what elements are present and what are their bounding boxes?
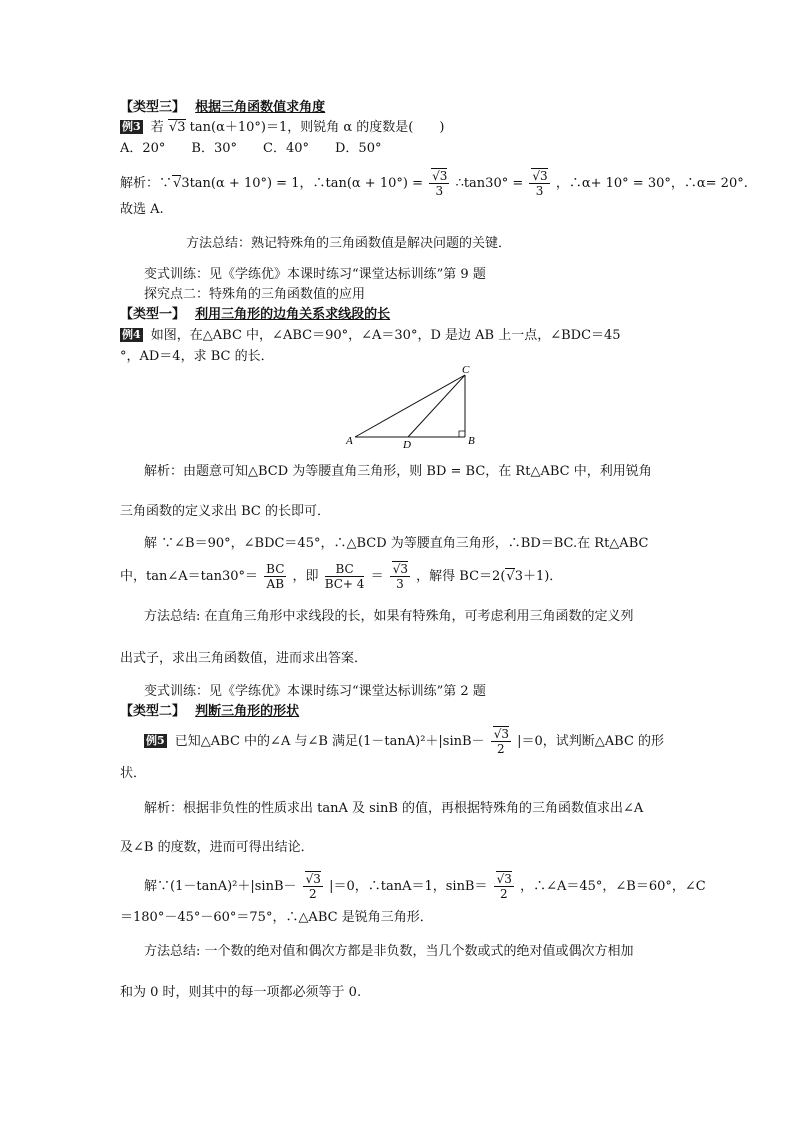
- ex3-summary: 方法总结：熟记特殊角的三角函数值是解决问题的关键．: [186, 236, 512, 251]
- triangle-figure: [340, 362, 485, 452]
- label-D: D: [403, 439, 411, 451]
- ex5-summary-2: 和为 0 时，则其中的每一项都必须等于 0.: [120, 985, 362, 1000]
- ex3-sol-a: 解析：∵: [120, 176, 173, 191]
- ex5-frac-n: √ 3: [493, 726, 509, 741]
- side-AC: [355, 375, 465, 437]
- ex4-frac3-d: 3: [396, 577, 404, 591]
- ex4-solution-2: [120, 560, 562, 594]
- ex3-frac2-n: √ 3: [531, 168, 547, 183]
- ex4-tag: 例4: [122, 328, 141, 341]
- type2-title: 判断三角形的形状: [195, 704, 300, 719]
- type1-tag: 【类型一】: [120, 307, 186, 322]
- ex3-tag: 例3: [122, 120, 141, 133]
- ex3-frac1-n: √ 3: [431, 168, 447, 183]
- label-A: A: [346, 435, 353, 447]
- ex4-sol2-e: 3＋1)．: [514, 569, 563, 584]
- ex5-question-2: 状．: [120, 766, 147, 781]
- segment-DC: [408, 375, 465, 437]
- type2-heading: [120, 703, 299, 721]
- ex3-q-prefix: 若: [150, 120, 164, 135]
- ex3-frac2: [529, 169, 549, 198]
- ex4-frac-bc-bc4: [325, 562, 365, 591]
- ex4-analysis-2: 三角函数的定义求出 BC 的长即可．: [120, 504, 331, 519]
- ex4-frac-ab: AB: [266, 577, 285, 591]
- ex4-summary-1: 方法总结: 在直角三角形中求线段的长，如果有特殊角，可考虑利用三角函数的定义列: [144, 609, 634, 624]
- ex4-solution-1: 解 ∵∠B＝90°，∠BDC＝45°，∴△BCD 为等腰直角三角形，∴BD＝BC.在 Rt△ABC: [144, 536, 649, 551]
- ex3-conclusion: 故选 A.: [120, 202, 164, 217]
- label-B: B: [468, 435, 475, 447]
- ex5-question-1: [144, 725, 664, 759]
- ex4-q1: 如图，在△ABC 中，∠ABC＝90°，∠A＝30°，D 是边 AB 上一点，∠BDC＝45: [150, 328, 621, 343]
- ex5-sol1-b: |＝0，∴tanA＝1，sinB＝: [329, 879, 488, 894]
- ex5-frac-d: 2: [497, 742, 505, 756]
- ex4-question-2: °，AD＝4，求 BC 的长．: [120, 349, 274, 364]
- ex3-sol-b: 3tan(α + 10°) = 1，∴tan(α + 10°) =: [181, 176, 423, 191]
- ex3-practice: 变式训练：见《学练优》本课时练习“课堂达标训练”第 9 题: [144, 267, 486, 282]
- type2-tag: 【类型二】: [120, 704, 186, 719]
- ex5-f1-n: √ 3: [305, 871, 321, 886]
- ex4-frac3-n: √ 3: [392, 561, 408, 576]
- ex3-sol-c: ∴tan30° =: [455, 176, 524, 191]
- ex4-question-1: [120, 327, 621, 345]
- ex3-frac2-d: 3: [535, 184, 544, 198]
- ex3-q-rest: tan(α＋10°)＝1，则锐角 α 的度数是( ): [189, 120, 445, 135]
- ex5-f2: [494, 872, 514, 901]
- ex5-analysis-2: 及∠B 的度数，进而可得出结论．: [120, 840, 314, 855]
- ex4-frac-bc2: BC: [325, 562, 365, 577]
- ex3-sqrt-2: [172, 175, 181, 191]
- ex3-options: A．20° B．30° C．40° D．50°: [120, 141, 382, 156]
- type1-heading: [120, 306, 390, 324]
- ex4-frac-bc-ab: [264, 562, 286, 591]
- ex4-analysis-1: 解析：由题意可知△BCD 为等腰直角三角形，则 BD = BC，在 Rt△ABC 中，利用锐角: [144, 464, 652, 479]
- type3-title: 根据三角函数值求角度: [195, 100, 326, 115]
- ex4-frac3: [390, 562, 410, 591]
- ex3-sol-d: ，∴α+ 10° = 30°，∴α= 20°.: [555, 176, 748, 191]
- ex5-sol1-a: 解∵(1－tanA)²＋|sinB－: [144, 879, 297, 894]
- ex5-f2-d: 2: [499, 887, 508, 901]
- right-angle-mark: [459, 431, 465, 437]
- ex3-sqrt: √ 3: [168, 119, 186, 135]
- ex4-sol2-b: ，即: [292, 569, 319, 584]
- ex4-sol2-c: ＝: [370, 569, 384, 584]
- ex5-sol1-c: ，∴∠A＝45°，∠B＝60°，∠C: [520, 879, 706, 894]
- ex4-sol2-d: ，解得 BC＝2(: [416, 569, 506, 584]
- ex5-summary-1: 方法总结: 一个数的绝对值和偶次方都是非负数，当几个数或式的绝对值或偶次方相加: [144, 944, 634, 959]
- ex3-solution: [120, 166, 748, 202]
- ex5-q-b: |＝0，试判断△ABC 的形: [517, 734, 665, 749]
- ex4-practice: 变式训练：见《学练优》本课时练习“课堂达标训练”第 2 题: [144, 684, 486, 699]
- type3-tag: 【类型三】: [120, 100, 186, 115]
- type3-heading: [120, 99, 325, 117]
- ex5-solution-1: [144, 870, 706, 904]
- ex3-question: [120, 119, 444, 137]
- ex5-frac: [491, 727, 511, 756]
- ex4-sol2-a: 中，tan∠A＝tan30°＝: [120, 569, 259, 584]
- ex4-sqrt-3: [505, 568, 514, 584]
- ex5-tag: 例5: [146, 734, 165, 747]
- ex5-f1-d: 2: [308, 887, 317, 901]
- ex5-f1: [303, 872, 323, 901]
- ex5-q-a: 已知△ABC 中的∠A 与∠B 满足(1－tanA)²＋|sinB－: [174, 734, 485, 749]
- type1-title: 利用三角形的边角关系求线段的长: [195, 307, 391, 322]
- ex4-summary-2: 出式子，求出三角函数值，进而求出答案．: [120, 651, 368, 666]
- ex5-f2-n: √ 3: [496, 871, 512, 886]
- ex3-frac1: [429, 169, 449, 198]
- ex4-frac-bc: BC: [266, 562, 285, 576]
- label-C: C: [462, 364, 470, 376]
- point2-heading: 探究点二：特殊角的三角函数值的应用: [144, 287, 366, 302]
- ex5-solution-2: ＝180°－45°－60°＝75°，∴△ABC 是锐角三角形．: [120, 910, 433, 925]
- ex4-frac-bc4: BC+ 4: [324, 577, 365, 591]
- ex3-frac1-d: 3: [435, 184, 444, 198]
- ex5-analysis-1: 解析：根据非负性的性质求出 tanA 及 sinB 的值，再根据特殊角的三角函数值求出∠A: [144, 801, 644, 816]
